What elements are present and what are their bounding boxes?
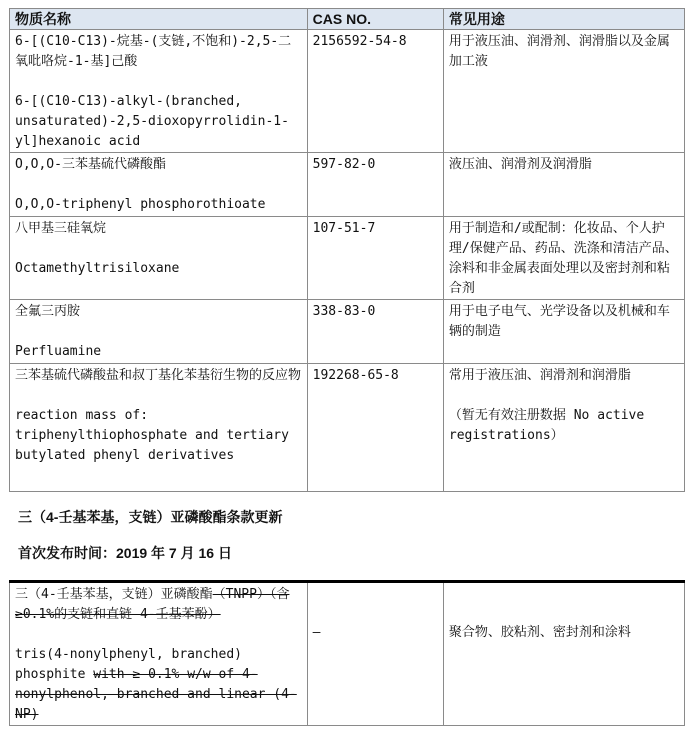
header-cas-no: CAS NO. xyxy=(307,9,443,30)
substance-name-cn: O,O,O-三苯基硫代磷酸酯 xyxy=(15,157,166,172)
substance-name-en: reaction mass of: triphenylthiophosphate and tertiary butylated phenyl derivatives xyxy=(15,408,297,463)
cas-cell: 597-82-0 xyxy=(307,153,443,217)
name-en-struck: with ≥ 0.1% w/w of 4-nonylphenol, branched and linear (4-NP) xyxy=(15,667,297,722)
cas-cell: 192268-65-8 xyxy=(307,364,443,492)
substance-name-cn: 6-[(C10-C13)-烷基-(支链,不饱和)-2,5-二氧吡咯烷-1-基]己酸 xyxy=(15,34,292,69)
substance-name-en: Perfluamine xyxy=(15,344,102,359)
substance-name-cell xyxy=(10,364,308,492)
section-title: 三（4-壬基苯基，支链）亚磷酸酯条款更新 xyxy=(18,509,283,525)
table-row xyxy=(10,300,685,364)
use-note: （暂无有效注册数据 No active registrations） xyxy=(448,408,653,443)
substance-name-en: 6-[(C10-C13)-alkyl-(branched, unsaturated)-2,5-dioxopyrrolidin-1-yl]hexanoic acid xyxy=(15,94,289,149)
use-cell: 聚合物、胶粘剂、密封剂和涂料 xyxy=(443,582,684,726)
table-header-row xyxy=(10,9,685,30)
use-cell xyxy=(443,364,684,492)
substance-name-cell xyxy=(10,300,308,364)
use-cell: 用于液压油、润滑剂、润滑脂以及金属加工液 xyxy=(443,30,684,153)
cas-cell: 338-83-0 xyxy=(307,300,443,364)
name-cn-struck: （TNPP）（含≥0.1%的支链和直链 4-壬基苯酚） xyxy=(15,587,290,622)
substance-table xyxy=(9,8,685,492)
table-row xyxy=(10,364,685,492)
use-cell: 液压油、润滑剂及润滑脂 xyxy=(443,153,684,217)
substance-name-en: Octamethyltrisiloxane xyxy=(15,261,180,276)
header-common-use: 常见用途 xyxy=(443,9,684,30)
use-text: 常用于液压油、润滑剂和润滑脂 xyxy=(448,368,631,383)
table-row xyxy=(10,217,685,300)
table-row xyxy=(10,582,685,726)
name-en-kept: tris(4-nonylphenyl, branched) phosphite xyxy=(15,647,250,682)
cas-cell: 107-51-7 xyxy=(307,217,443,300)
substance-name-cn: 八甲基三硅氧烷 xyxy=(15,221,107,236)
table-row xyxy=(10,30,685,153)
cas-cell: — xyxy=(307,582,443,726)
cas-cell: 2156592-54-8 xyxy=(307,30,443,153)
update-table xyxy=(9,580,685,726)
substance-name-cn: 全氟三丙胺 xyxy=(15,304,81,319)
substance-name-cn xyxy=(15,585,302,625)
substance-name-en: O,O,O-triphenyl phosphorothioate xyxy=(15,197,266,212)
use-cell: 用于电子电气、光学设备以及机械和车辆的制造 xyxy=(443,300,684,364)
substance-name-cell xyxy=(10,30,308,153)
substance-name-en xyxy=(15,645,302,725)
substance-name-cn: 三苯基硫代磷酸盐和叔丁基化苯基衍生物的反应物 xyxy=(15,368,302,383)
use-cell: 用于制造和/或配制：化妆品、个人护理/保健产品、药品、洗涤和清洁产品、涂料和非金属表面处理以及密封剂和粘合剂 xyxy=(443,217,684,300)
name-cn-kept: 三（4-壬基苯基，支链）亚磷酸酯 xyxy=(15,587,213,602)
publish-date: 首次发布时间：2019 年 7 月 16 日 xyxy=(18,545,232,561)
substance-name-cell xyxy=(10,153,308,217)
header-substance-name: 物质名称 xyxy=(10,9,308,30)
substance-name-cell xyxy=(10,582,308,726)
table-row xyxy=(10,153,685,217)
substance-name-cell xyxy=(10,217,308,300)
